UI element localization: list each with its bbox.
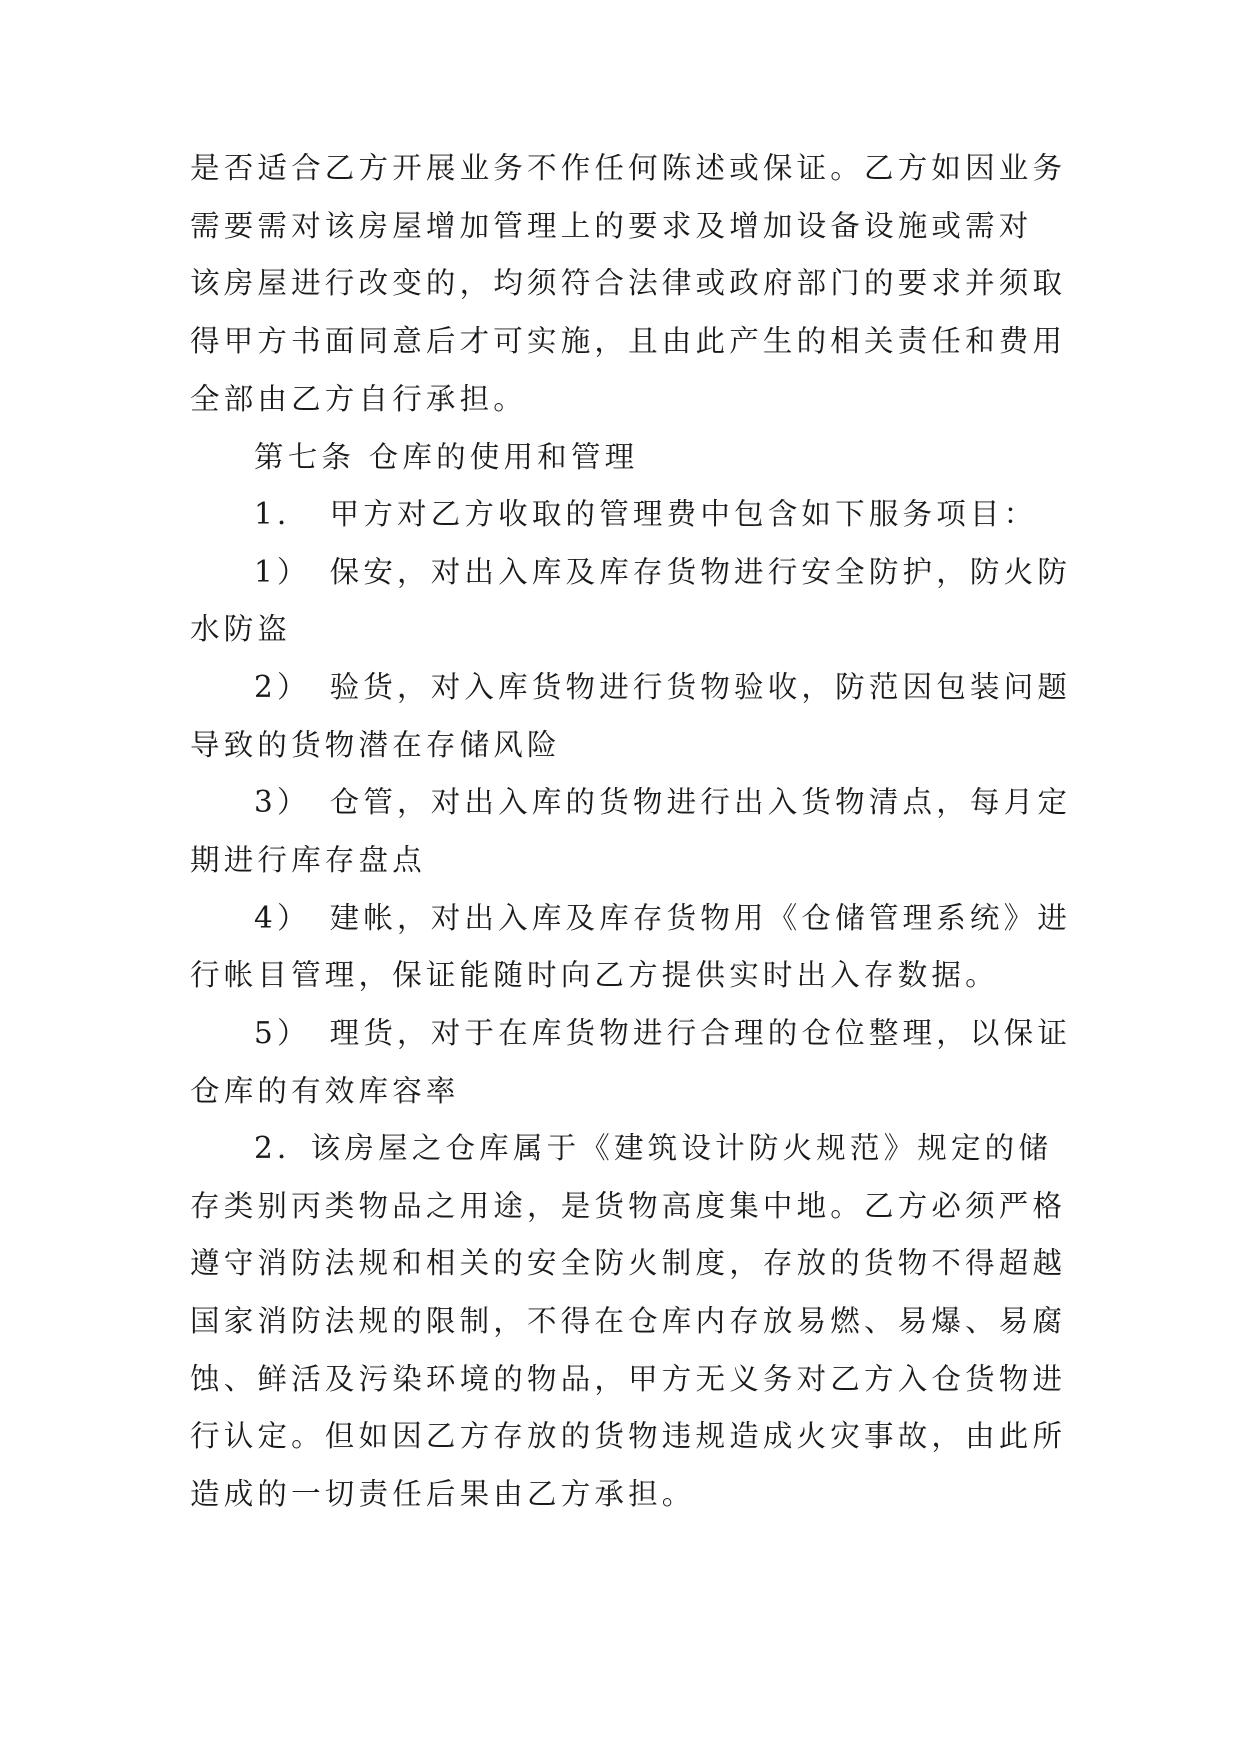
list-item-continuation: 导致的货物潜在存储风险 [190,728,561,762]
paragraph-line: 2．该房屋之仓库属于《建筑设计防火规范》规定的储 [254,1131,1053,1165]
list-item: 1） 保安，对出入库及库存货物进行安全防护，防火防 [254,555,1072,589]
paragraph-line: 造成的一切责任后果由乙方承担。 [190,1477,696,1511]
paragraph-line: 遵守消防法规和相关的安全防火制度，存放的货物不得超越 [190,1246,1067,1280]
paragraph-line: 全部由乙方自行承担。 [190,382,528,416]
list-item-heading: 1． 甲方对乙方收取的管理费中包含如下服务项目： [254,497,1038,531]
list-item: 4） 建帐，对出入库及库存货物用《仓储管理系统》进 [254,901,1072,935]
paragraph-line: 蚀、鲜活及污染环境的物品，甲方无义务对乙方入仓货物进 [190,1362,1067,1396]
list-item: 3） 仓管，对出入库的货物进行出入货物清点，每月定 [254,785,1072,819]
paragraph-line: 国家消防法规的限制，不得在仓库内存放易燃、易爆、易腐 [190,1304,1067,1338]
paragraph-line: 需要需对该房屋增加管理上的要求及增加设备设施或需对 [190,209,1033,243]
list-item-continuation: 期进行库存盘点 [190,843,426,877]
article-heading: 第七条 仓库的使用和管理 [254,440,639,474]
list-item-continuation: 仓库的有效库容率 [190,1074,460,1108]
list-item-continuation: 水防盗 [190,612,292,646]
list-item-continuation: 行帐目管理，保证能随时向乙方提供实时出入存数据。 [190,958,999,992]
paragraph-line: 行认定。但如因乙方存放的货物违规造成火灾事故，由此所 [190,1419,1067,1453]
list-item: 2） 验货，对入库货物进行货物验收，防范因包装问题 [254,670,1072,704]
paragraph-line: 该房屋进行改变的，均须符合法律或政府部门的要求并须取 [190,266,1067,300]
paragraph-line: 得甲方书面同意后才可实施，且由此产生的相关责任和费用 [190,324,1067,358]
paragraph-line: 存类别丙类物品之用途，是货物高度集中地。乙方必须严格 [190,1189,1067,1223]
list-item: 5） 理货，对于在库货物进行合理的仓位整理，以保证 [254,1016,1072,1050]
paragraph-line: 是否适合乙方开展业务不作任何陈述或保证。乙方如因业务 [190,151,1067,185]
